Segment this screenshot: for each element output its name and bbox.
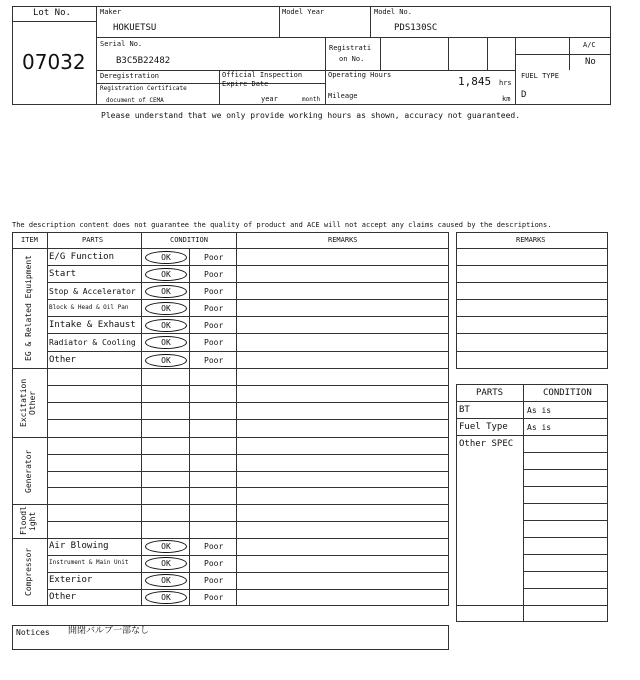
ok-mark: OK — [145, 354, 187, 367]
maker-label: Maker — [100, 8, 122, 16]
km-label: km — [502, 95, 511, 103]
poor-label: Poor — [204, 304, 224, 313]
month-label: month — [302, 96, 321, 103]
year-label: year — [261, 95, 278, 103]
right-part-bt: BT — [459, 405, 470, 415]
group-excitation — [19, 372, 41, 434]
cema-label: document of CEMA — [106, 97, 164, 104]
registration-label-2: on No. — [339, 55, 365, 63]
poor-label: Poor — [204, 338, 224, 347]
part-block-head-oil-pan: Block & Head & Oil Pan — [49, 304, 129, 311]
operating-hours-value: 1,845 — [458, 75, 492, 88]
col-item: ITEM — [21, 236, 38, 244]
part-intake-exhaust: Intake & Exhaust — [49, 320, 136, 330]
ok-mark: OK — [145, 285, 187, 298]
right-col-parts: PARTS — [476, 388, 504, 398]
right-part-fuel-type: Fuel Type — [459, 422, 508, 432]
right-condition-fuel-type: As is — [527, 423, 552, 432]
serial-label: Serial No. — [100, 40, 143, 48]
registration-certificate-label: Registration Certificate — [100, 85, 187, 92]
ok-mark: OK — [145, 251, 187, 264]
mileage-label: Mileage — [328, 92, 358, 100]
poor-label: Poor — [204, 270, 224, 279]
part-eg-other: Other — [49, 355, 77, 365]
group-excitation-label: Excitation Other — [19, 378, 37, 428]
inspection-label-1: Official Inspection — [222, 71, 303, 79]
part-air-blowing: Air Blowing — [49, 541, 109, 551]
model-no-value: PDS130SC — [394, 23, 438, 33]
working-hours-notice: Please understand that we only provide working hours as shown, accuracy not guaranteed. — [101, 111, 521, 120]
fuel-type-label: FUEL TYPE — [521, 72, 559, 80]
part-exterior: Exterior — [49, 575, 93, 585]
right-condition-bt: As is — [527, 406, 552, 415]
part-eg-function: E/G Function — [49, 252, 115, 262]
lot-label: Lot No. — [33, 8, 71, 18]
notices-label: Notices — [16, 628, 50, 637]
fuel-type-value: D — [521, 90, 527, 100]
hrs-label: hrs — [499, 79, 512, 87]
group-compressor: Compressor — [24, 547, 33, 597]
part-compressor-other: Other — [49, 592, 77, 602]
right-remarks-header: REMARKS — [516, 236, 546, 244]
part-instrument-main-unit: Instrument & Main Unit — [49, 559, 129, 566]
group-eg: EG & Related Equipment — [24, 255, 33, 361]
poor-label: Poor — [204, 576, 224, 585]
right-part-other-spec: Other SPEC — [459, 439, 514, 449]
inspection-label-2: Expire Date — [222, 80, 269, 88]
ok-mark: OK — [145, 336, 187, 349]
ok-mark: OK — [145, 302, 187, 315]
part-stop-accelerator: Stop & Accelerator — [49, 287, 136, 296]
ok-mark: OK — [145, 540, 187, 553]
ok-mark: OK — [145, 268, 187, 281]
part-radiator-cooling: Radiator & Cooling — [49, 338, 136, 347]
poor-label: Poor — [204, 542, 224, 551]
group-floodlight — [19, 506, 41, 536]
group-floodlight-label: Floodl ight — [19, 506, 37, 536]
right-col-condition: CONDITION — [543, 388, 592, 398]
ok-mark: OK — [145, 591, 187, 604]
maker-value: HOKUETSU — [113, 23, 157, 33]
disclaimer: The description content does not guarantee the quality of product and ACE will not accept any claims caused by the descriptions. — [12, 221, 552, 229]
right-remarks-box — [456, 232, 608, 369]
poor-label: Poor — [204, 253, 224, 262]
poor-label: Poor — [204, 593, 224, 602]
ac-label: A/C — [583, 41, 596, 49]
poor-label: Poor — [204, 356, 224, 365]
operating-hours-label: Operating Hours — [328, 71, 392, 79]
serial-value: B3C5B22482 — [116, 56, 171, 66]
ok-mark: OK — [145, 574, 187, 587]
poor-label: Poor — [204, 559, 224, 568]
col-parts: PARTS — [82, 236, 104, 244]
ok-mark: OK — [145, 557, 187, 570]
registration-label-1: Registrati — [329, 44, 372, 52]
model-no-label: Model No. — [374, 8, 412, 16]
poor-label: Poor — [204, 287, 224, 296]
model-year-label: Model Year — [282, 8, 325, 16]
col-remarks: REMARKS — [328, 236, 358, 244]
group-generator: Generator — [24, 449, 33, 493]
lot-number: 07032 — [22, 50, 86, 74]
deregistration-label: Deregistration — [100, 72, 160, 80]
ok-mark: OK — [145, 319, 187, 332]
notices-text: 開閉バルブ一部なし — [68, 626, 150, 636]
poor-label: Poor — [204, 321, 224, 330]
ac-value: No — [585, 57, 596, 67]
col-condition: CONDITION — [170, 236, 208, 244]
part-start: Start — [49, 269, 77, 279]
